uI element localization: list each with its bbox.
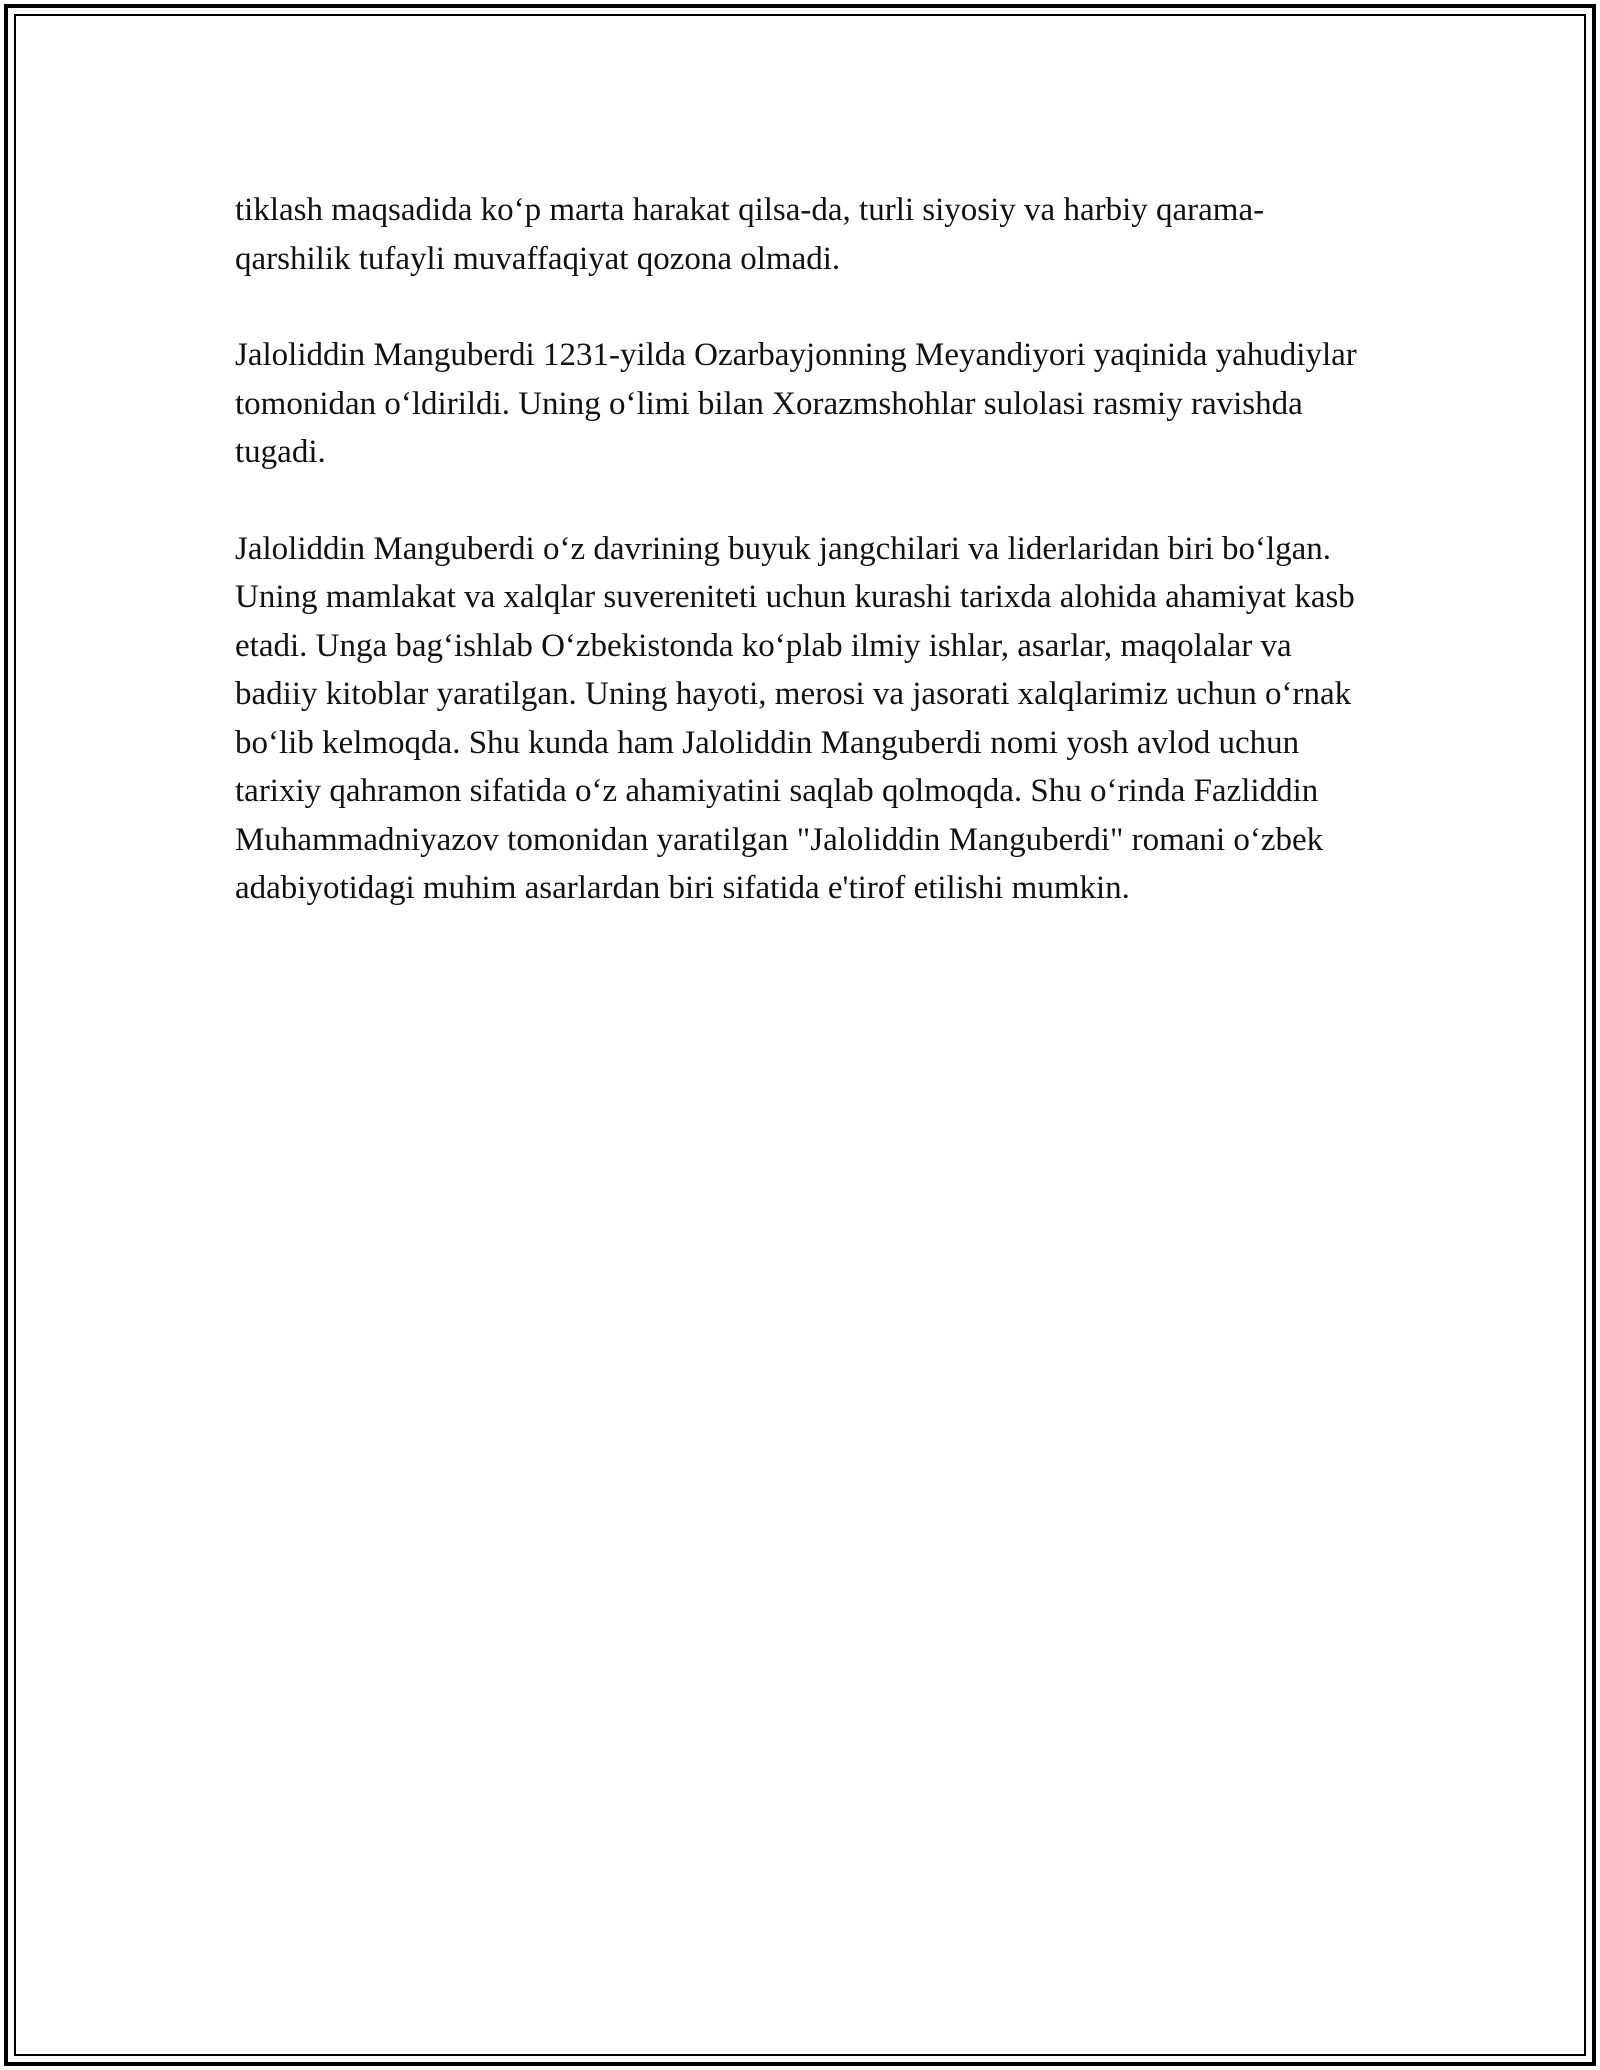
paragraph-continuation: tiklash maqsadida ko‘p marta harakat qilsa-da, turli siyosiy va harbiy qarama-qarshilik tufayli muvaffaqiyat qozona olmadi. [235,192,1265,277]
paragraph-death: Jaloliddin Manguberdi 1231-yilda Ozarbayjonning Meyandiyori yaqinida yahudiylar tomonidan o‘ldirildi. Uning o‘limi bilan Xorazmshohlar sulolasi rasmiy ravishda tugadi. [235,337,1357,470]
document-body [235,186,1365,961]
paragraph-legacy: Jaloliddin Manguberdi o‘z davrining buyuk jangchilari va liderlaridan biri bo‘lgan. Uning mamlakat va xalqlar suvereniteti uchun kurashi tarixda alohida ahamiyat kasb etadi. Unga bag‘ishlab O‘zbekistonda ko‘plab ilmiy ishlar, asarlar, maqolalar va badiiy kitoblar yaratilgan. Uning hayoti, merosi va jasorati xalqlarimiz uchun o‘rnak bo‘lib kelmoqda. Shu kunda ham Jaloliddin Manguberdi nomi yosh avlod uchun tarixiy qahramon sifatida o‘z ahamiyatini saqlab qolmoqda. Shu o‘rinda Fazliddin Muhammadniyazov tomonidan yaratilgan "Jaloliddin Manguberdi" romani o‘zbek adabiyotidagi muhim asarlardan biri sifatida e'tirof etilishi mumkin. [235,530,1355,906]
